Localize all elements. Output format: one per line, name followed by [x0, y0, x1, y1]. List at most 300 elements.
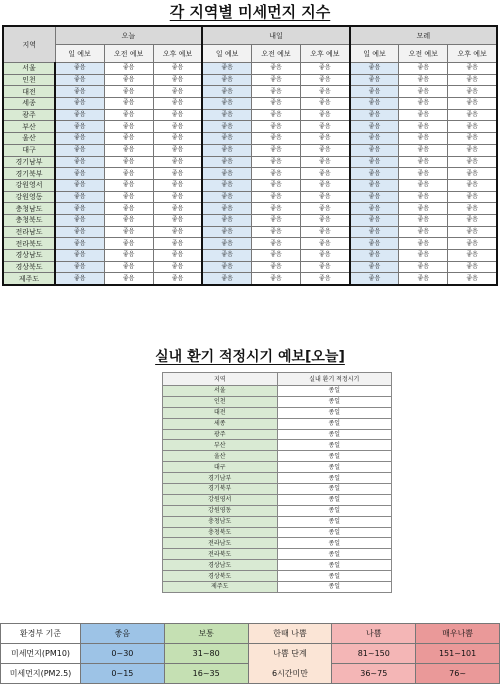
vent-time-cell: 종일 — [277, 484, 392, 495]
table-row — [3, 179, 497, 191]
forecast-value-cell: 좋음 — [448, 214, 497, 226]
forecast-value-cell: 좋음 — [202, 121, 251, 133]
day-header-tomorrow: 내일 — [202, 26, 349, 45]
legend-pm10-good: 0~30 — [81, 644, 165, 664]
forecast-value-cell: 좋음 — [399, 179, 448, 191]
forecast-value-cell: 좋음 — [251, 179, 300, 191]
forecast-value-cell: 좋음 — [399, 226, 448, 238]
forecast-value-cell: 좋음 — [399, 109, 448, 121]
forecast-value-cell: 좋음 — [55, 133, 104, 145]
legend-pm10-bad: 81~150 — [332, 644, 416, 664]
forecast-value-cell: 좋음 — [448, 98, 497, 110]
table-row — [3, 121, 497, 133]
forecast-value-cell: 좋음 — [104, 156, 153, 168]
legend-pm10-very-bad: 151~101 — [416, 644, 500, 664]
table-row — [3, 226, 497, 238]
vent-time-cell: 종일 — [277, 549, 392, 560]
table-row — [163, 451, 392, 462]
forecast-value-cell: 좋음 — [55, 98, 104, 110]
region-cell: 대구 — [3, 144, 55, 156]
forecast-value-cell: 좋음 — [153, 156, 202, 168]
forecast-value-cell: 좋음 — [55, 214, 104, 226]
region-cell: 경기남부 — [3, 156, 55, 168]
ventilation-table — [162, 372, 392, 593]
forecast-value-cell: 좋음 — [55, 74, 104, 86]
forecast-value-cell: 좋음 — [104, 238, 153, 250]
forecast-value-cell: 좋음 — [301, 261, 350, 273]
forecast-value-cell: 좋음 — [202, 203, 251, 215]
forecast-value-cell: 좋음 — [104, 98, 153, 110]
forecast-value-cell: 좋음 — [350, 203, 399, 215]
forecast-value-cell: 좋음 — [251, 98, 300, 110]
forecast-value-cell: 좋음 — [350, 273, 399, 285]
forecast-value-cell: 좋음 — [153, 168, 202, 180]
forecast-value-cell: 좋음 — [399, 261, 448, 273]
vent-region-cell: 대전 — [163, 407, 278, 418]
forecast-value-cell: 좋음 — [301, 226, 350, 238]
vent-time-cell: 종일 — [277, 386, 392, 397]
forecast-value-cell: 좋음 — [251, 250, 300, 262]
forecast-value-cell: 좋음 — [350, 156, 399, 168]
forecast-value-cell: 좋음 — [104, 203, 153, 215]
vent-time-cell: 종일 — [277, 440, 392, 451]
forecast-value-cell: 좋음 — [55, 63, 104, 75]
vent-region-cell: 부산 — [163, 440, 278, 451]
region-cell: 강원영서 — [3, 179, 55, 191]
forecast-value-cell: 좋음 — [202, 214, 251, 226]
forecast-value-cell: 좋음 — [350, 144, 399, 156]
table-row — [3, 133, 497, 145]
forecast-value-cell: 좋음 — [251, 214, 300, 226]
forecast-value-cell: 좋음 — [153, 133, 202, 145]
forecast-value-cell: 좋음 — [202, 191, 251, 203]
forecast-value-cell: 좋음 — [104, 121, 153, 133]
forecast-value-cell: 좋음 — [202, 133, 251, 145]
vent-time-cell: 종일 — [277, 582, 392, 593]
region-cell: 광주 — [3, 109, 55, 121]
forecast-value-cell: 좋음 — [202, 98, 251, 110]
forecast-value-cell: 좋음 — [104, 133, 153, 145]
forecast-value-cell: 좋음 — [399, 121, 448, 133]
forecast-value-cell: 좋음 — [153, 109, 202, 121]
forecast-value-cell: 좋음 — [399, 191, 448, 203]
forecast-value-cell: 좋음 — [104, 261, 153, 273]
forecast-value-cell: 좋음 — [202, 179, 251, 191]
forecast-value-cell: 좋음 — [104, 74, 153, 86]
forecast-value-cell: 좋음 — [55, 203, 104, 215]
legend-standard-label: 환경부 기준 — [1, 624, 81, 644]
forecast-value-cell: 좋음 — [399, 144, 448, 156]
region-cell: 경상북도 — [3, 261, 55, 273]
forecast-value-cell: 좋음 — [104, 214, 153, 226]
vent-region-header: 지역 — [163, 373, 278, 386]
forecast-value-cell: 좋음 — [301, 179, 350, 191]
forecast-value-cell: 좋음 — [301, 238, 350, 250]
day-header-dayafter: 모레 — [350, 26, 497, 45]
region-cell: 충청남도 — [3, 203, 55, 215]
forecast-value-cell: 좋음 — [350, 179, 399, 191]
table-row — [163, 516, 392, 527]
region-cell: 전라북도 — [3, 238, 55, 250]
table-row — [163, 571, 392, 582]
vent-time-cell: 종일 — [277, 527, 392, 538]
sub-header-pm: 오후 예보 — [448, 45, 497, 63]
forecast-value-cell: 좋음 — [202, 273, 251, 285]
vent-region-cell: 강원영서 — [163, 494, 278, 505]
region-cell: 세종 — [3, 98, 55, 110]
forecast-value-cell: 좋음 — [448, 74, 497, 86]
vent-time-cell: 종일 — [277, 473, 392, 484]
table-row — [163, 538, 392, 549]
table-row — [3, 250, 497, 262]
vent-region-cell: 경상남도 — [163, 560, 278, 571]
table-row — [163, 549, 392, 560]
region-cell: 강원영동 — [3, 191, 55, 203]
forecast-value-cell: 좋음 — [301, 109, 350, 121]
table-row — [163, 462, 392, 473]
vent-region-cell: 충청남도 — [163, 516, 278, 527]
table-row — [163, 560, 392, 571]
vent-time-cell: 종일 — [277, 407, 392, 418]
vent-region-cell: 대구 — [163, 462, 278, 473]
forecast-value-cell: 좋음 — [55, 168, 104, 180]
region-cell: 제주도 — [3, 273, 55, 285]
forecast-value-cell: 좋음 — [55, 109, 104, 121]
forecast-value-cell: 좋음 — [301, 273, 350, 285]
region-cell: 인천 — [3, 74, 55, 86]
vent-time-cell: 종일 — [277, 560, 392, 571]
sub-header-am: 오전 예보 — [399, 45, 448, 63]
forecast-value-cell: 좋음 — [251, 86, 300, 98]
forecast-value-cell: 좋음 — [399, 86, 448, 98]
legend-level-very-bad: 매우나쁨 — [416, 624, 500, 644]
forecast-value-cell: 좋음 — [153, 63, 202, 75]
forecast-value-cell: 좋음 — [448, 109, 497, 121]
table-row — [3, 273, 497, 285]
legend-pm25-very-bad: 76~ — [416, 664, 500, 684]
forecast-value-cell: 좋음 — [251, 238, 300, 250]
forecast-value-cell: 좋음 — [350, 261, 399, 273]
forecast-value-cell: 좋음 — [202, 109, 251, 121]
table-row — [3, 98, 497, 110]
sub-header-am: 오전 예보 — [104, 45, 153, 63]
forecast-value-cell: 좋음 — [350, 250, 399, 262]
vent-time-cell: 종일 — [277, 429, 392, 440]
region-cell: 서울 — [3, 63, 55, 75]
forecast-value-cell: 좋음 — [153, 144, 202, 156]
forecast-value-cell: 좋음 — [448, 144, 497, 156]
sub-header-daily: 일 예보 — [202, 45, 251, 63]
legend-level-good: 좋음 — [81, 624, 165, 644]
forecast-value-cell: 좋음 — [202, 168, 251, 180]
forecast-value-cell: 좋음 — [399, 238, 448, 250]
legend-pm10-label: 미세먼지(PM10) — [1, 644, 81, 664]
forecast-value-cell: 좋음 — [399, 156, 448, 168]
forecast-value-cell: 좋음 — [350, 191, 399, 203]
vent-time-cell: 종일 — [277, 494, 392, 505]
forecast-value-cell: 좋음 — [448, 203, 497, 215]
table-row — [163, 440, 392, 451]
forecast-value-cell: 좋음 — [251, 133, 300, 145]
region-cell: 울산 — [3, 133, 55, 145]
table-row — [163, 473, 392, 484]
forecast-value-cell: 좋음 — [55, 156, 104, 168]
forecast-value-cell: 좋음 — [153, 214, 202, 226]
vent-time-header: 실내 환기 적정시기 — [277, 373, 392, 386]
forecast-value-cell: 좋음 — [251, 273, 300, 285]
forecast-value-cell: 좋음 — [350, 86, 399, 98]
forecast-value-cell: 좋음 — [153, 121, 202, 133]
forecast-value-cell: 좋음 — [55, 273, 104, 285]
forecast-value-cell: 좋음 — [350, 226, 399, 238]
forecast-value-cell: 좋음 — [153, 273, 202, 285]
forecast-value-cell: 좋음 — [399, 74, 448, 86]
forecast-value-cell: 좋음 — [301, 63, 350, 75]
forecast-value-cell: 좋음 — [350, 214, 399, 226]
forecast-value-cell: 좋음 — [399, 63, 448, 75]
forecast-value-cell: 좋음 — [301, 214, 350, 226]
sub-header-am: 오전 예보 — [251, 45, 300, 63]
vent-time-cell: 종일 — [277, 505, 392, 516]
forecast-value-cell: 좋음 — [448, 238, 497, 250]
vent-region-cell: 서울 — [163, 386, 278, 397]
forecast-value-cell: 좋음 — [153, 250, 202, 262]
forecast-value-cell: 좋음 — [399, 133, 448, 145]
forecast-value-cell: 좋음 — [448, 121, 497, 133]
vent-time-cell: 종일 — [277, 571, 392, 582]
legend-level-sensitive: 한때 나쁨 — [248, 624, 332, 644]
forecast-value-cell: 좋음 — [55, 238, 104, 250]
vent-time-cell: 종일 — [277, 396, 392, 407]
forecast-value-cell: 좋음 — [448, 168, 497, 180]
forecast-value-cell: 좋음 — [448, 133, 497, 145]
forecast-value-cell: 좋음 — [301, 74, 350, 86]
vent-region-cell: 충청북도 — [163, 527, 278, 538]
legend-table — [0, 623, 500, 684]
forecast-value-cell: 좋음 — [153, 203, 202, 215]
table-row — [163, 396, 392, 407]
forecast-value-cell: 좋음 — [251, 156, 300, 168]
legend-pm25-good: 0~15 — [81, 664, 165, 684]
forecast-value-cell: 좋음 — [448, 179, 497, 191]
forecast-value-cell: 좋음 — [301, 98, 350, 110]
table-row — [163, 386, 392, 397]
sub-header-pm: 오후 예보 — [153, 45, 202, 63]
table-row — [3, 214, 497, 226]
table-row — [163, 484, 392, 495]
sub-header-pm: 오후 예보 — [301, 45, 350, 63]
forecast-value-cell: 좋음 — [153, 74, 202, 86]
forecast-value-cell: 좋음 — [153, 238, 202, 250]
forecast-value-cell: 좋음 — [202, 63, 251, 75]
forecast-value-cell: 좋음 — [448, 63, 497, 75]
forecast-value-cell: 좋음 — [251, 168, 300, 180]
forecast-value-cell: 좋음 — [55, 86, 104, 98]
page-title: 각 지역별 미세먼지 지수 — [169, 3, 331, 21]
table-row — [163, 407, 392, 418]
forecast-value-cell: 좋음 — [202, 156, 251, 168]
forecast-value-cell: 좋음 — [301, 250, 350, 262]
forecast-value-cell: 좋음 — [301, 156, 350, 168]
forecast-value-cell: 좋음 — [350, 74, 399, 86]
table-row — [3, 261, 497, 273]
forecast-value-cell: 좋음 — [301, 133, 350, 145]
forecast-value-cell: 좋음 — [153, 86, 202, 98]
forecast-value-cell: 좋음 — [202, 261, 251, 273]
legend-level-bad: 나쁨 — [332, 624, 416, 644]
forecast-value-cell: 좋음 — [104, 144, 153, 156]
legend-sensitive-line2: 6시간미만 — [271, 668, 308, 678]
table-row — [3, 74, 497, 86]
forecast-value-cell: 좋음 — [350, 98, 399, 110]
forecast-value-cell: 좋음 — [104, 226, 153, 238]
forecast-value-cell: 좋음 — [399, 250, 448, 262]
table-row — [163, 429, 392, 440]
forecast-value-cell: 좋음 — [153, 98, 202, 110]
vent-region-cell: 제주도 — [163, 582, 278, 593]
forecast-value-cell: 좋음 — [104, 191, 153, 203]
forecast-value-cell: 좋음 — [55, 179, 104, 191]
forecast-value-cell: 좋음 — [55, 250, 104, 262]
forecast-value-cell: 좋음 — [153, 226, 202, 238]
forecast-value-cell: 좋음 — [448, 226, 497, 238]
forecast-value-cell: 좋음 — [301, 86, 350, 98]
forecast-value-cell: 좋음 — [399, 203, 448, 215]
vent-time-cell: 종일 — [277, 462, 392, 473]
forecast-value-cell: 좋음 — [202, 86, 251, 98]
region-header: 지역 — [3, 26, 55, 63]
forecast-value-cell: 좋음 — [202, 144, 251, 156]
forecast-value-cell: 좋음 — [153, 191, 202, 203]
forecast-value-cell: 좋음 — [251, 191, 300, 203]
table-row — [163, 494, 392, 505]
table-row — [163, 582, 392, 593]
forecast-value-cell: 좋음 — [399, 273, 448, 285]
table-row — [3, 109, 497, 121]
forecast-value-cell: 좋음 — [104, 273, 153, 285]
forecast-value-cell: 좋음 — [202, 250, 251, 262]
forecast-value-cell: 좋음 — [55, 121, 104, 133]
table-row — [3, 191, 497, 203]
forecast-value-cell: 좋음 — [448, 191, 497, 203]
region-cell: 부산 — [3, 121, 55, 133]
vent-region-cell: 광주 — [163, 429, 278, 440]
vent-region-cell: 세종 — [163, 418, 278, 429]
legend-level-normal: 보통 — [164, 624, 248, 644]
forecast-value-cell: 좋음 — [55, 226, 104, 238]
forecast-value-cell: 좋음 — [350, 109, 399, 121]
forecast-value-cell: 좋음 — [448, 261, 497, 273]
day-header-today: 오늘 — [55, 26, 202, 45]
forecast-value-cell: 좋음 — [251, 203, 300, 215]
forecast-value-cell: 좋음 — [350, 63, 399, 75]
forecast-value-cell: 좋음 — [202, 226, 251, 238]
table-row — [3, 238, 497, 250]
forecast-value-cell: 좋음 — [448, 86, 497, 98]
table-row — [3, 86, 497, 98]
forecast-value-cell: 좋음 — [251, 144, 300, 156]
forecast-value-cell: 좋음 — [448, 273, 497, 285]
vent-region-cell: 인천 — [163, 396, 278, 407]
legend-pm25-normal: 16~35 — [164, 664, 248, 684]
forecast-value-cell: 좋음 — [448, 250, 497, 262]
legend-pm25-bad: 36~75 — [332, 664, 416, 684]
table-row — [3, 168, 497, 180]
forecast-value-cell: 좋음 — [399, 98, 448, 110]
table-row — [3, 203, 497, 215]
sub-header-daily: 일 예보 — [55, 45, 104, 63]
forecast-value-cell: 좋음 — [251, 226, 300, 238]
vent-region-cell: 전라북도 — [163, 549, 278, 560]
table-row — [3, 156, 497, 168]
forecast-value-cell: 좋음 — [104, 179, 153, 191]
vent-region-cell: 강원영동 — [163, 505, 278, 516]
legend-pm10-normal: 31~80 — [164, 644, 248, 664]
ventilation-title: 실내 환기 적정시기 예보[오늘] — [155, 349, 345, 365]
forecast-value-cell: 좋음 — [301, 121, 350, 133]
forecast-value-cell: 좋음 — [55, 261, 104, 273]
forecast-value-cell: 좋음 — [104, 63, 153, 75]
table-row — [163, 527, 392, 538]
legend-pm25-label: 미세먼지(PM2.5) — [1, 664, 81, 684]
vent-region-cell: 울산 — [163, 451, 278, 462]
sub-header-daily: 일 예보 — [350, 45, 399, 63]
table-row — [3, 144, 497, 156]
forecast-value-cell: 좋음 — [350, 133, 399, 145]
forecast-value-cell: 좋음 — [55, 144, 104, 156]
forecast-value-cell: 좋음 — [350, 121, 399, 133]
forecast-value-cell: 좋음 — [104, 109, 153, 121]
forecast-value-cell: 좋음 — [104, 250, 153, 262]
forecast-value-cell: 좋음 — [104, 86, 153, 98]
forecast-value-cell: 좋음 — [350, 168, 399, 180]
forecast-table — [2, 25, 498, 286]
forecast-value-cell: 좋음 — [301, 191, 350, 203]
legend-sensitive-note — [248, 644, 332, 684]
forecast-value-cell: 좋음 — [251, 109, 300, 121]
forecast-value-cell: 좋음 — [202, 238, 251, 250]
table-row — [163, 418, 392, 429]
forecast-value-cell: 좋음 — [251, 74, 300, 86]
region-cell: 경상남도 — [3, 250, 55, 262]
forecast-value-cell: 좋음 — [251, 121, 300, 133]
forecast-value-cell: 좋음 — [301, 168, 350, 180]
forecast-value-cell: 좋음 — [399, 214, 448, 226]
forecast-value-cell: 좋음 — [55, 191, 104, 203]
vent-time-cell: 종일 — [277, 418, 392, 429]
vent-time-cell: 종일 — [277, 538, 392, 549]
forecast-value-cell: 좋음 — [448, 156, 497, 168]
forecast-value-cell: 좋음 — [202, 74, 251, 86]
region-cell: 대전 — [3, 86, 55, 98]
forecast-value-cell: 좋음 — [153, 179, 202, 191]
forecast-value-cell: 좋음 — [301, 203, 350, 215]
forecast-value-cell: 좋음 — [153, 261, 202, 273]
table-row — [3, 63, 497, 75]
forecast-value-cell: 좋음 — [301, 144, 350, 156]
forecast-value-cell: 좋음 — [399, 168, 448, 180]
region-cell: 전라남도 — [3, 226, 55, 238]
table-row — [163, 505, 392, 516]
vent-region-cell: 전라남도 — [163, 538, 278, 549]
forecast-value-cell: 좋음 — [104, 168, 153, 180]
vent-time-cell: 종일 — [277, 516, 392, 527]
vent-time-cell: 종일 — [277, 451, 392, 462]
forecast-value-cell: 좋음 — [350, 238, 399, 250]
region-cell: 충청북도 — [3, 214, 55, 226]
legend-sensitive-line1: 나쁨 단계 — [273, 648, 307, 658]
forecast-value-cell: 좋음 — [251, 261, 300, 273]
